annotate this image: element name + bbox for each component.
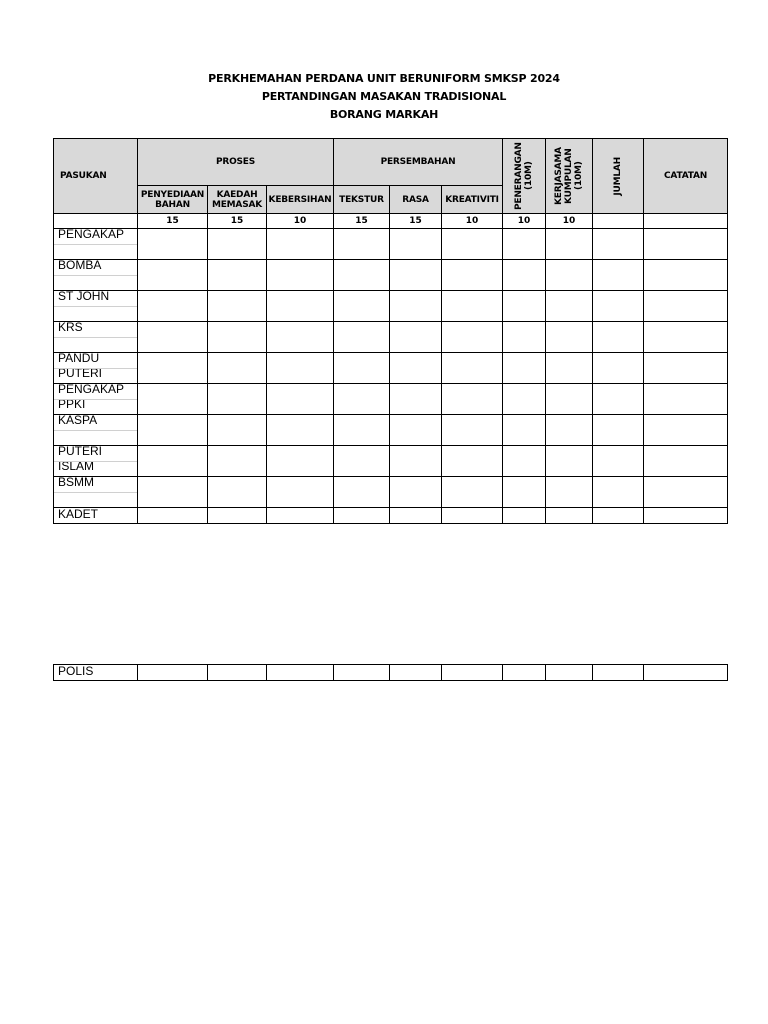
team-row — [54, 260, 728, 291]
catatan-cell[interactable] — [644, 477, 728, 508]
score-cell[interactable] — [334, 291, 390, 322]
score-cell[interactable] — [138, 415, 208, 446]
score-cell[interactable] — [546, 260, 593, 291]
score-cell[interactable] — [334, 322, 390, 353]
score-cell[interactable] — [442, 353, 503, 384]
score-cell[interactable] — [503, 446, 546, 477]
score-cell[interactable] — [138, 353, 208, 384]
team-row — [54, 415, 728, 446]
marks-catatan-blank — [644, 214, 728, 229]
score-cell[interactable] — [442, 291, 503, 322]
team-row — [54, 229, 728, 260]
score-cell[interactable] — [208, 229, 267, 260]
score-cell[interactable] — [208, 291, 267, 322]
team-name — [54, 260, 138, 291]
catatan-cell[interactable] — [644, 508, 728, 524]
score-cell[interactable] — [208, 353, 267, 384]
header-persembahan: PERSEMBAHAN — [334, 139, 503, 186]
score-cell[interactable] — [138, 322, 208, 353]
jumlah-cell[interactable] — [593, 477, 644, 508]
jumlah-cell[interactable] — [593, 415, 644, 446]
title-line-2: PERTANDINGAN MASAKAN TRADISIONAL — [261, 90, 507, 103]
team-name-label: KASPA — [58, 414, 98, 427]
team-row — [54, 446, 728, 477]
header-kerjasama — [546, 139, 593, 214]
team-name-polis — [54, 665, 138, 681]
score-cell[interactable] — [546, 508, 593, 524]
score-cell[interactable] — [390, 384, 442, 415]
score-cell[interactable] — [546, 477, 593, 508]
document-title — [0, 70, 768, 124]
score-cell[interactable] — [334, 446, 390, 477]
score-cell[interactable] — [503, 260, 546, 291]
team-name-label: PENGAKAP PPKI — [58, 383, 124, 411]
score-cell[interactable] — [334, 229, 390, 260]
score-cell[interactable] — [267, 415, 334, 446]
score-cell[interactable] — [390, 446, 442, 477]
score-cell[interactable] — [138, 229, 208, 260]
score-cell[interactable] — [390, 665, 442, 681]
team-name — [54, 508, 138, 524]
score-cell[interactable] — [208, 477, 267, 508]
header-penerangan-label: PENERANGAN (10M) — [514, 142, 535, 210]
score-cell[interactable] — [546, 353, 593, 384]
score-cell[interactable] — [442, 415, 503, 446]
score-cell[interactable] — [442, 260, 503, 291]
score-cell[interactable] — [442, 229, 503, 260]
team-row — [54, 291, 728, 322]
score-cell[interactable] — [390, 322, 442, 353]
header-kreativiti: KREATIVITI — [442, 186, 503, 214]
score-cell[interactable] — [267, 260, 334, 291]
score-cell[interactable] — [334, 665, 390, 681]
jumlah-cell[interactable] — [593, 322, 644, 353]
score-cell[interactable] — [208, 665, 267, 681]
score-cell[interactable] — [138, 508, 208, 524]
score-cell[interactable] — [138, 384, 208, 415]
jumlah-cell[interactable] — [593, 353, 644, 384]
team-name — [54, 353, 138, 384]
catatan-cell[interactable] — [644, 384, 728, 415]
score-cell[interactable] — [503, 229, 546, 260]
score-cell[interactable] — [267, 446, 334, 477]
team-row — [54, 384, 728, 415]
team-name — [54, 477, 138, 508]
score-cell[interactable] — [546, 415, 593, 446]
catatan-cell[interactable] — [644, 353, 728, 384]
score-cell[interactable] — [442, 477, 503, 508]
header-kerjasama-label: KERJASAMA KUMPULAN (10M) — [554, 147, 585, 205]
team-name-label: POLIS — [58, 664, 94, 678]
score-cell[interactable] — [334, 508, 390, 524]
team-name — [54, 322, 138, 353]
score-cell[interactable] — [138, 291, 208, 322]
max-marks-row — [54, 214, 728, 229]
score-cell[interactable] — [208, 322, 267, 353]
team-name — [54, 446, 138, 477]
jumlah-cell[interactable] — [593, 508, 644, 524]
score-cell[interactable] — [267, 229, 334, 260]
team-name-label: BSMM — [58, 476, 94, 489]
header-jumlah — [593, 139, 644, 214]
team-name — [54, 291, 138, 322]
max-mark-penyediaan: 15 — [138, 214, 208, 229]
score-cell[interactable] — [208, 446, 267, 477]
header-proses: PROSES — [138, 139, 334, 186]
score-cell[interactable] — [503, 322, 546, 353]
header-penerangan — [503, 139, 546, 214]
score-cell[interactable] — [546, 291, 593, 322]
score-cell[interactable] — [442, 508, 503, 524]
score-cell[interactable] — [442, 384, 503, 415]
team-name — [54, 415, 138, 446]
score-cell[interactable] — [503, 384, 546, 415]
score-cell[interactable] — [267, 353, 334, 384]
score-cell[interactable] — [267, 508, 334, 524]
score-cell[interactable] — [208, 384, 267, 415]
jumlah-cell[interactable] — [593, 665, 644, 681]
score-cell[interactable] — [546, 322, 593, 353]
catatan-cell[interactable] — [644, 446, 728, 477]
score-cell[interactable] — [390, 508, 442, 524]
score-cell[interactable] — [208, 508, 267, 524]
jumlah-cell[interactable] — [593, 229, 644, 260]
title-line-3: BORANG MARKAH — [329, 108, 439, 121]
max-mark-tekstur: 15 — [334, 214, 390, 229]
score-cell[interactable] — [334, 477, 390, 508]
score-cell[interactable] — [503, 477, 546, 508]
header-rasa: RASA — [390, 186, 442, 214]
score-cell[interactable] — [546, 229, 593, 260]
team-row — [54, 322, 728, 353]
team-row — [54, 508, 728, 524]
score-cell[interactable] — [442, 665, 503, 681]
score-cell[interactable] — [390, 415, 442, 446]
score-cell[interactable] — [546, 384, 593, 415]
marks-jumlah-blank — [593, 214, 644, 229]
catatan-cell[interactable] — [644, 322, 728, 353]
score-cell[interactable] — [390, 291, 442, 322]
header-kaedah-memasak: KAEDAH MEMASAK — [208, 186, 267, 214]
score-cell[interactable] — [138, 477, 208, 508]
team-name-label: BOMBA — [58, 259, 102, 272]
header-jumlah-label: JUMLAH — [613, 156, 624, 196]
catatan-cell[interactable] — [644, 291, 728, 322]
team-name-label: PENGAKAP — [58, 228, 125, 241]
score-cell[interactable] — [138, 260, 208, 291]
score-cell[interactable] — [267, 477, 334, 508]
score-cell[interactable] — [138, 446, 208, 477]
score-cell[interactable] — [267, 322, 334, 353]
score-cell[interactable] — [390, 260, 442, 291]
polis-table — [53, 664, 728, 681]
header-kebersihan: KEBERSIHAN — [267, 186, 334, 214]
score-cell[interactable] — [503, 291, 546, 322]
score-cell[interactable] — [138, 665, 208, 681]
team-row — [54, 477, 728, 508]
score-cell[interactable] — [334, 353, 390, 384]
team-row — [54, 353, 728, 384]
score-cell[interactable] — [503, 353, 546, 384]
team-name-label: PANDU PUTERI — [58, 352, 103, 380]
score-cell[interactable] — [208, 415, 267, 446]
score-cell[interactable] — [546, 665, 593, 681]
max-mark-penerangan: 10 — [503, 214, 546, 229]
header-catatan: CATATAN — [644, 139, 728, 214]
max-mark-kaedah: 15 — [208, 214, 267, 229]
score-cell[interactable] — [546, 446, 593, 477]
score-cell[interactable] — [442, 322, 503, 353]
jumlah-cell[interactable] — [593, 260, 644, 291]
score-cell[interactable] — [503, 508, 546, 524]
score-cell[interactable] — [208, 260, 267, 291]
score-cell[interactable] — [334, 415, 390, 446]
score-table — [53, 138, 728, 524]
catatan-cell[interactable] — [644, 260, 728, 291]
score-cell[interactable] — [267, 291, 334, 322]
max-mark-rasa: 15 — [390, 214, 442, 229]
score-cell[interactable] — [442, 446, 503, 477]
header-pasukan: PASUKAN — [54, 139, 138, 214]
title-line-1: PERKHEMAHAN PERDANA UNIT BERUNIFORM SMKSP 2024 — [208, 72, 560, 85]
catatan-cell[interactable] — [644, 415, 728, 446]
header-penyediaan-bahan: PENYEDIAAN BAHAN — [138, 186, 208, 214]
score-cell[interactable] — [334, 260, 390, 291]
max-mark-kebersihan: 10 — [267, 214, 334, 229]
score-cell[interactable] — [390, 477, 442, 508]
team-name — [54, 229, 138, 260]
score-cell[interactable] — [390, 229, 442, 260]
marks-blank — [54, 214, 138, 229]
catatan-cell[interactable] — [644, 665, 728, 681]
header-tekstur: TEKSTUR — [334, 186, 390, 214]
catatan-cell[interactable] — [644, 229, 728, 260]
team-row-polis — [54, 665, 728, 681]
max-mark-kreativiti: 10 — [442, 214, 503, 229]
jumlah-cell[interactable] — [593, 384, 644, 415]
team-name-label: KADET — [58, 507, 99, 521]
score-cell[interactable] — [267, 384, 334, 415]
jumlah-cell[interactable] — [593, 291, 644, 322]
score-cell[interactable] — [267, 665, 334, 681]
score-cell[interactable] — [503, 665, 546, 681]
score-cell[interactable] — [390, 353, 442, 384]
team-name-label: ST JOHN — [58, 290, 110, 303]
team-name-label: KRS — [58, 321, 83, 334]
team-name-label: PUTERI ISLAM — [58, 445, 103, 473]
score-cell[interactable] — [503, 415, 546, 446]
jumlah-cell[interactable] — [593, 446, 644, 477]
score-cell[interactable] — [334, 384, 390, 415]
max-mark-kerjasama: 10 — [546, 214, 593, 229]
team-name — [54, 384, 138, 415]
